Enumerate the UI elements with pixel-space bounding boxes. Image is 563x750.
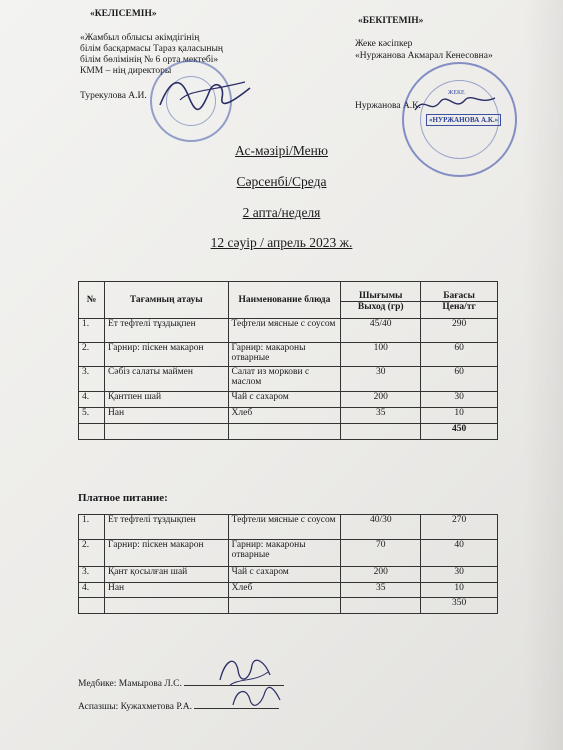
- approval-right-signer: Нуржанова А.К.: [355, 101, 421, 111]
- total-value: 450: [421, 424, 498, 440]
- approval-right-line-2: «Нуржанова Акмарал Кенесовна»: [355, 51, 493, 61]
- cook-name: Аспазшы: Кужахметова Р.А.: [78, 702, 193, 712]
- approval-right-heading: «БЕКІТЕМІН»: [358, 16, 424, 26]
- table-row: 1. Ет тефтелі тұздықпен Тефтели мясные с соусом 45/40 290: [79, 319, 498, 343]
- stamp-name-text: «НУРЖАНОВА А.К.»: [426, 114, 501, 126]
- menu-title: Ас-мәзірі/Меню: [235, 143, 328, 158]
- menu-table: [78, 281, 498, 440]
- stamp-sub-text: ЖЕКЕ: [448, 90, 465, 96]
- paid-heading: Платное питание:: [78, 492, 168, 504]
- approval-left-signer: Турекулова А.И.: [80, 91, 147, 101]
- table-row: 2. Гарнир: піскен макарон Гарнир: макароны отварные 70 40: [79, 540, 498, 567]
- table-row: 5. Нан Хлеб 35 10: [79, 408, 498, 424]
- header-name-kz: Тағамның атауы: [104, 282, 228, 319]
- date-title: 12 сәуір / апрель 2023 ж.: [210, 235, 353, 250]
- table-total-row: [79, 424, 498, 440]
- approval-left-line-4: КММ – нің директоры: [80, 66, 172, 76]
- paid-table: [78, 514, 498, 614]
- paid-total-value: 350: [421, 598, 498, 614]
- table-row: 4. Қантпен шай Чай с сахаром 200 30: [79, 392, 498, 408]
- director-signature: [150, 70, 260, 120]
- entrepreneur-signature: [410, 90, 500, 120]
- approval-left-heading: «КЕЛІСЕМІН»: [90, 9, 157, 19]
- header-yield: Шығымы: [341, 282, 421, 302]
- table-row: 3. Қант қосылған шай Чай с сахаром 200 30: [79, 567, 498, 583]
- table-total-row: [79, 598, 498, 614]
- approval-left-line-3: білім бөлімінің № 6 орта мектебі»: [80, 55, 219, 65]
- nurse-name: Медбике: Мамырова Л.С.: [78, 679, 182, 689]
- day-title: Сәрсенбі/Среда: [236, 174, 327, 189]
- approval-left-line-1: «Жамбыл облысы әкімдігінің: [80, 33, 200, 43]
- table-row: 4. Нан Хлеб 35 10: [79, 583, 498, 598]
- week-title: 2 апта/неделя: [242, 205, 321, 220]
- header-yield-sub: Выход (гр): [341, 302, 421, 319]
- header-price: Бағасы: [421, 282, 498, 302]
- approval-right-line-1: Жеке кәсіпкер: [355, 39, 413, 49]
- table-row: 1. Ет тефтелі тұздықпен Тефтели мясные с соусом 40/30 270: [79, 515, 498, 540]
- table-row: 3. Сәбіз салаты маймен Салат из моркови с маслом 30 60: [79, 367, 498, 392]
- header-price-sub: Цена/тг: [421, 302, 498, 319]
- table-row: 2. Гарнир: піскен макарон Гарнир: макароны отварные 100 60: [79, 343, 498, 367]
- header-num: №: [79, 282, 105, 319]
- approval-left-line-2: білім басқармасы Тараз қаласының: [80, 44, 223, 54]
- cook-signature: [225, 680, 285, 715]
- header-name-ru: Наименование блюда: [228, 282, 341, 319]
